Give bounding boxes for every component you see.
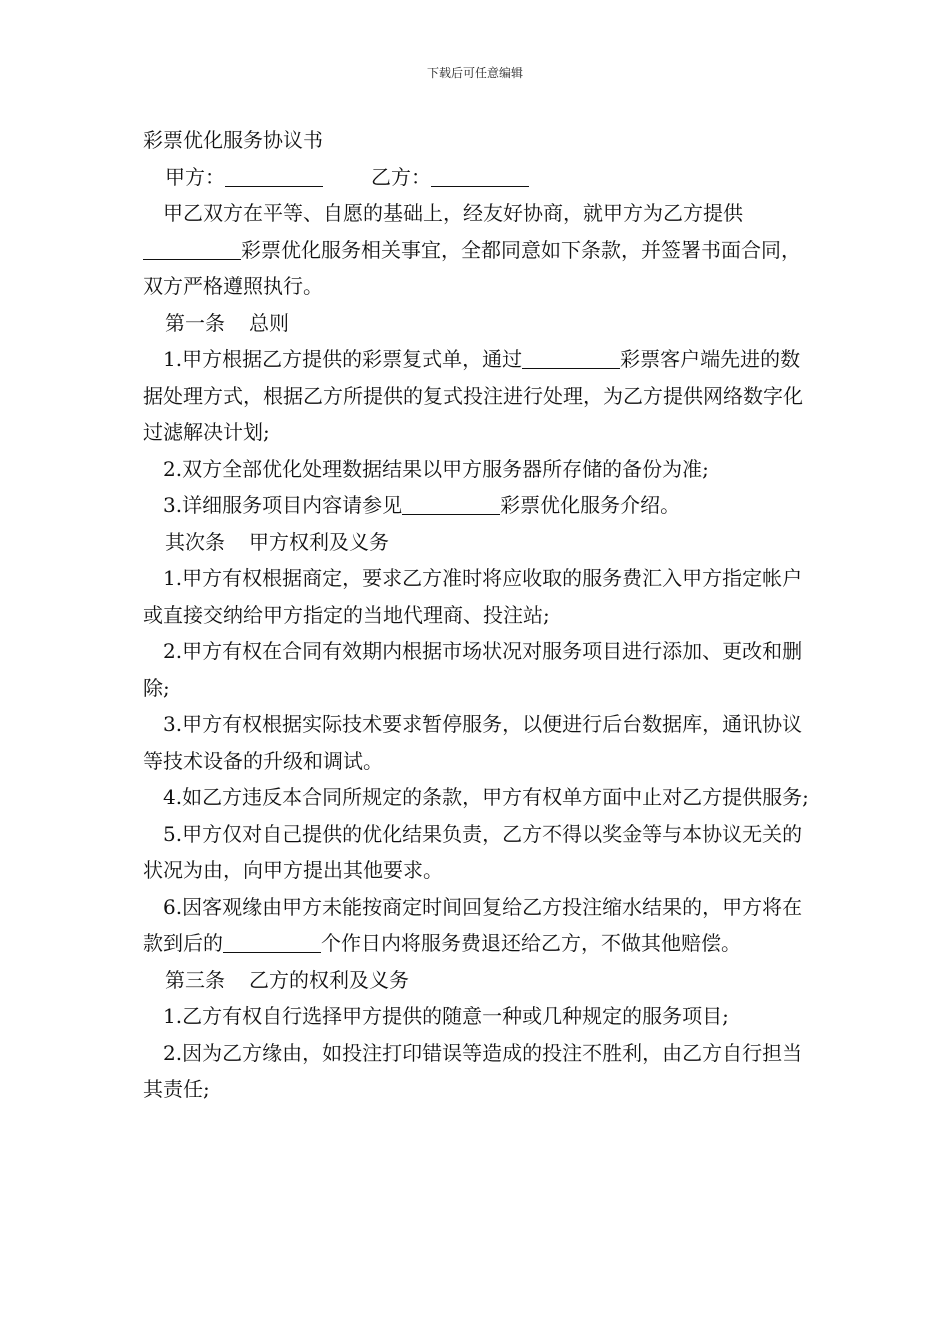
article2-item1: 1.甲方有权根据商定，要求乙方准时将应收取的服务费汇入甲方指定帐户或直接交纳给甲方指定的当地代理商、投注站;: [143, 566, 803, 627]
article1-item2: 2.双方全部优化处理数据结果以甲方服务器所存储的备份为准;: [163, 456, 709, 481]
article1-item3-blank: [402, 492, 500, 515]
party-a-blank: [225, 164, 323, 187]
article2-item3: 3.甲方有权根据实际技术要求暂停服务，以便进行后台数据库，通讯协议等技术设备的升级和调试。: [143, 712, 803, 773]
document-body: [143, 122, 811, 1108]
article2-item6-blank: [223, 930, 321, 953]
article1-item1-blank: [522, 346, 620, 369]
article1-item3: 3.详细服务项目内容请参见 彩票优化服务介绍。: [163, 493, 681, 517]
parties-line: [143, 159, 811, 196]
article1-item1: 1.甲方根据乙方提供的彩票复式单，通过 彩票客户端先进的数据处理方式，根据乙方所提供的复式投注进行处理，为乙方提供网络数字化过滤解决计划;: [143, 347, 803, 444]
article2-item5: 5.甲方仅对自己提供的优化结果负责，乙方不得以奖金等与本协议无关的状况为由，向甲方提出其他要求。: [143, 821, 803, 882]
article2-item2: 2.甲方有权在合同有效期内根据市场状况对服务项目进行添加、更改和删除;: [143, 639, 803, 700]
article3-item2: 2.因为乙方缘由，如投注打印错误等造成的投注不胜利，由乙方自行担当其责任;: [143, 1040, 803, 1101]
intro-blank: [143, 237, 241, 260]
article3-item1: 1.乙方有权自行选择甲方提供的随意一种或几种规定的服务项目;: [163, 1004, 729, 1028]
article2-title: 其次条 甲方权利及义务: [165, 529, 389, 554]
page-header: 下载后可任意编辑: [426, 66, 523, 80]
article3-title: 第三条 乙方的权利及义务: [165, 967, 409, 992]
intro-paragraph: 甲乙双方在平等、自愿的基础上，经友好协商，就甲方为乙方提供彩票优化服务相关事宜，全都同意如下条款，并签署书面合同，双方严格遵照执行。: [143, 201, 801, 298]
party-a-label: 甲方：: [165, 164, 225, 189]
party-b-blank: [431, 164, 529, 187]
article1-title: 第一条 总则: [165, 310, 289, 335]
document-title: 彩票优化服务协议书: [143, 128, 323, 152]
article2-item6: 6.因客观缘由甲方未能按商定时间回复给乙方投注缩水结果的，甲方将在款到后的 个作日内将服务费退还给乙方，不做其他赔偿。: [143, 894, 803, 955]
article2-item4: 4.如乙方违反本合同所规定的条款，甲方有权单方面中止对乙方提供服务;: [163, 785, 809, 809]
party-b-label: 乙方：: [371, 164, 431, 189]
